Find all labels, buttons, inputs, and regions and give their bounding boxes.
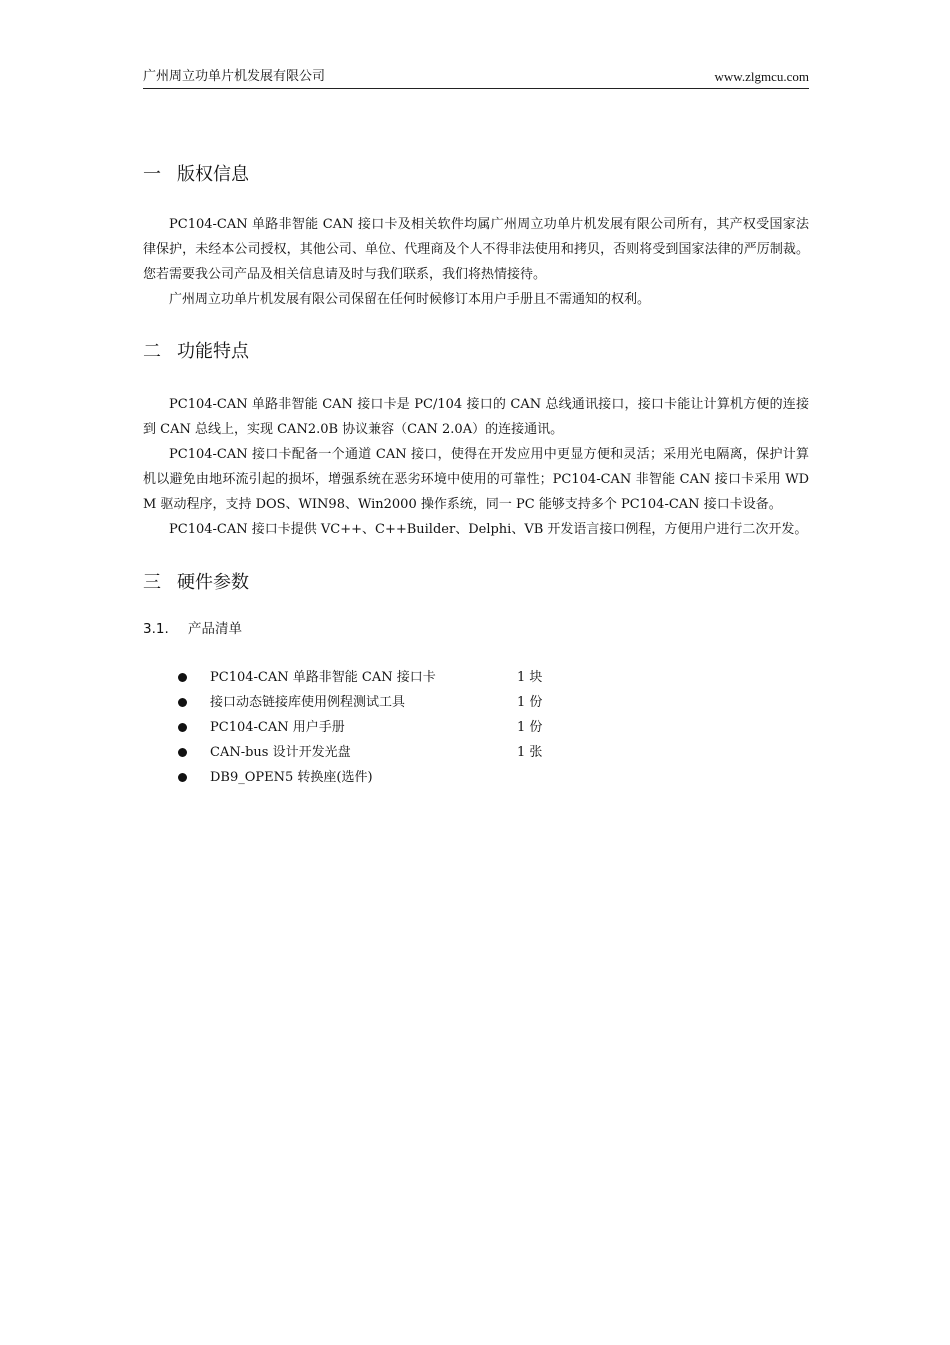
section-title: 功能特点 xyxy=(177,341,249,362)
item-name: PC104-CAN 用户手册 xyxy=(210,720,345,735)
subsection-heading-product-list xyxy=(143,616,809,642)
item-name: DB9_OPEN5 转换座(选件) xyxy=(210,770,373,785)
subsection-number: 3.1. xyxy=(143,621,169,637)
section-heading-copyright xyxy=(143,160,809,190)
section-number: 二 xyxy=(143,341,161,362)
item-name: 接口动态链接库使用例程测试工具 xyxy=(210,695,406,710)
product-list xyxy=(143,665,809,790)
list-item xyxy=(143,765,809,790)
item-quantity: 1 张 xyxy=(517,745,543,760)
section-heading-hardware xyxy=(143,568,809,598)
item-quantity: 1 份 xyxy=(517,720,543,735)
list-item xyxy=(143,715,809,740)
page-content xyxy=(143,160,809,790)
section-title: 版权信息 xyxy=(177,164,249,185)
section-body-features xyxy=(143,392,809,542)
section-body-copyright xyxy=(143,212,809,312)
page-header xyxy=(143,67,809,89)
list-item xyxy=(143,740,809,765)
paragraph: PC104-CAN 接口卡提供 VC++、C++Builder、Delphi、VB 开发语言接口例程，方便用户进行二次开发。 xyxy=(169,522,808,537)
paragraph: PC104-CAN 接口卡配备一个通道 CAN 接口，使得在开发应用中更显方便和灵活；采用光电隔离，保护计算机以避免由地环流引起的损坏，增强系统在恶劣环境中使用的可靠性；PC104-CAN 非智能 CAN 接口卡采用 WDM 驱动程序，支持 DOS、WIN98、Win2000 操作系统，同一 PC 能够支持多个 PC104-CAN 接口卡设备。 xyxy=(143,447,809,512)
item-quantity: 1 份 xyxy=(517,695,543,710)
section-number: 三 xyxy=(143,572,161,593)
section-title: 硬件参数 xyxy=(177,572,249,593)
list-item xyxy=(143,690,809,715)
paragraph: PC104-CAN 单路非智能 CAN 接口卡是 PC/104 接口的 CAN 总线通讯接口，接口卡能让计算机方便的连接到 CAN 总线上，实现 CAN2.0B 协议兼容（CAN 2.0A）的连接通讯。 xyxy=(143,397,809,437)
section-heading-features xyxy=(143,337,809,367)
item-quantity: 1 块 xyxy=(517,670,543,685)
bullet-icon xyxy=(178,748,187,757)
item-name: CAN-bus 设计开发光盘 xyxy=(210,745,351,760)
header-website: www.zlgmcu.com xyxy=(714,69,809,84)
subsection-title: 产品清单 xyxy=(188,621,242,637)
list-item xyxy=(143,665,809,690)
paragraph: 广州周立功单片机发展有限公司保留在任何时候修订本用户手册且不需通知的权利。 xyxy=(169,292,651,307)
bullet-icon xyxy=(178,723,187,732)
paragraph: PC104-CAN 单路非智能 CAN 接口卡及相关软件均属广州周立功单片机发展有限公司所有，其产权受国家法律保护，未经本公司授权，其他公司、单位、代理商及个人不得非法使用和拷贝，否则将受到国家法律的严厉制裁。您若需要我公司产品及相关信息请及时与我们联系，我们将热情接待。 xyxy=(143,217,809,282)
item-name: PC104-CAN 单路非智能 CAN 接口卡 xyxy=(210,670,436,685)
bullet-icon xyxy=(178,698,187,707)
header-company: 广州周立功单片机发展有限公司 xyxy=(143,69,326,84)
bullet-icon xyxy=(178,673,187,682)
bullet-icon xyxy=(178,773,187,782)
section-number: 一 xyxy=(143,164,161,185)
